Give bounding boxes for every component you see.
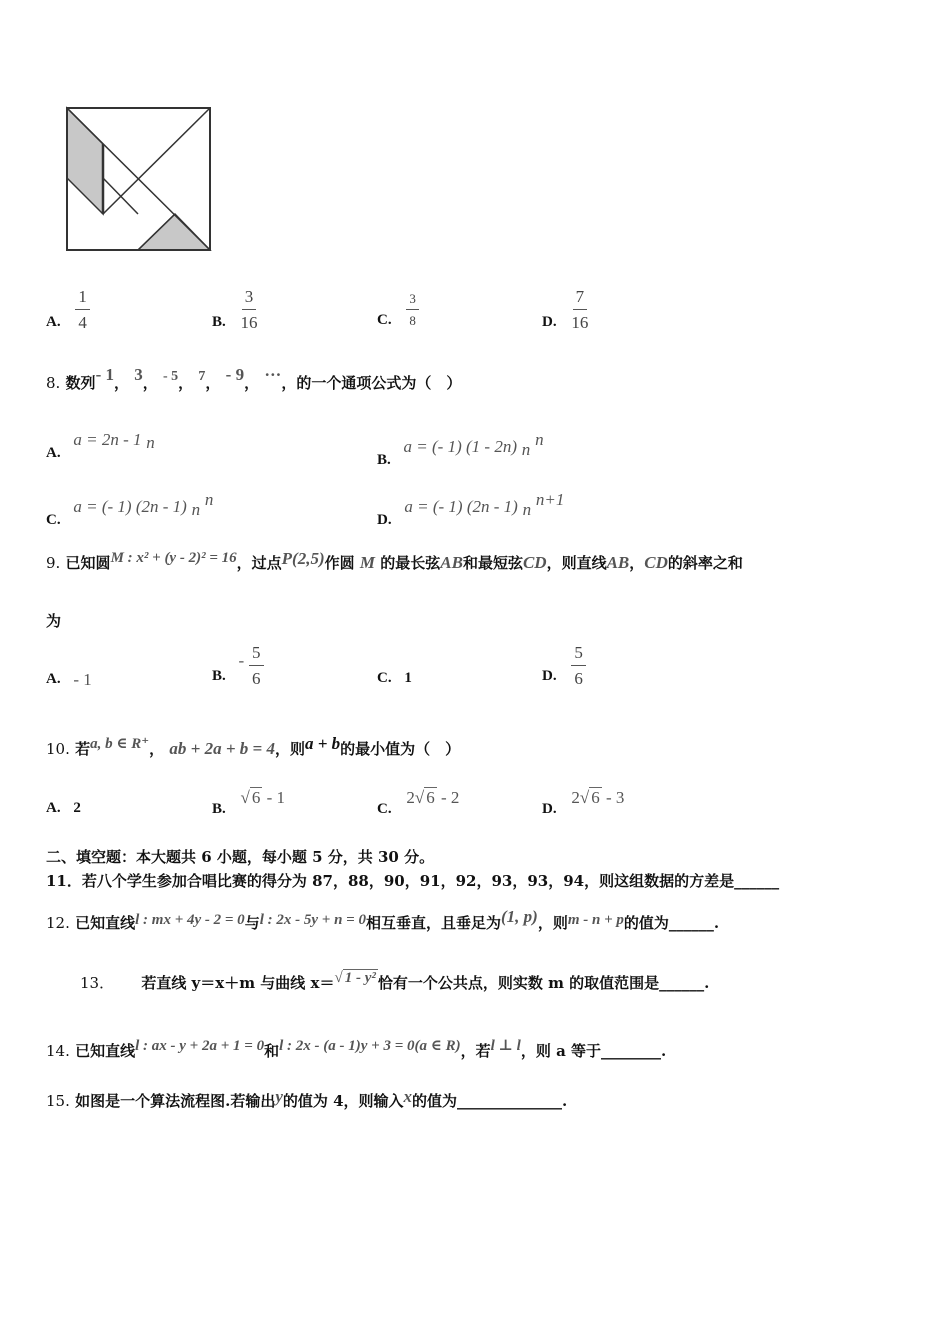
fraction: $\frac{7}{16}$ bbox=[571, 287, 589, 332]
question-8: 8. 数列- 1， 3， - 5， 7， - 9， ···，的一个通项公式为（ ） bbox=[46, 365, 462, 392]
term: 3 bbox=[134, 365, 143, 384]
q9-option-c[interactable]: C. 1 bbox=[377, 670, 412, 686]
shaded-triangle bbox=[138, 214, 210, 250]
q9-option-b[interactable]: B. - $\frac{5}{6}$ bbox=[212, 644, 264, 687]
shaded-parallelogram bbox=[67, 108, 103, 214]
radical-expr: 2√ 6 - 3 bbox=[571, 788, 625, 807]
q10-option-d[interactable]: D. 2√ 6 - 3 bbox=[542, 788, 625, 817]
q10-option-c[interactable]: C. 2√ 6 - 2 bbox=[377, 788, 460, 817]
q7-option-d[interactable]: D. $\frac{7}{16}$ bbox=[542, 287, 589, 332]
q8-option-c[interactable]: C. a = (- 1) (2n - 1) $_n$ $^n$ bbox=[46, 490, 214, 528]
q9-option-a[interactable]: A. - 1 bbox=[46, 670, 92, 689]
question-15: 15. 如图是一个算法流程图.若输出y的值为 4，则输入x的值为______________. bbox=[46, 1087, 568, 1110]
question-12: 12. 已知直线l : mx + 4y - 2 = 0与l : 2x - 5y + n = 0相互垂直，且垂足为(1, p)，则m - n + p的值为______. bbox=[46, 907, 720, 932]
term: ··· bbox=[264, 365, 282, 384]
radical-expr: √ 1 - y² bbox=[334, 970, 376, 986]
q8-option-d[interactable]: D. a = (- 1) (2n - 1) $_n$ $^{n+1}$ bbox=[377, 490, 565, 528]
q8-option-a[interactable]: A. a = 2n - 1 $_n$ bbox=[46, 430, 155, 461]
tangram-figure bbox=[60, 100, 220, 260]
fraction: $\frac{5}{6}$ bbox=[249, 644, 264, 687]
fraction: $\frac{1}{4}$ bbox=[75, 288, 90, 331]
question-13: 13． 若直线 y＝x＋m 与曲线 x＝√ 1 - y² 恰有一个公共点，则实数 m 的取值范围是______. bbox=[80, 970, 710, 992]
q10-option-a[interactable]: A. 2 bbox=[46, 800, 81, 816]
diagonal-b-partial bbox=[103, 108, 210, 214]
term: - 1 bbox=[95, 365, 114, 384]
fraction: $\frac{5}{6}$ bbox=[571, 644, 586, 687]
radical-expr: 2√ 6 - 2 bbox=[406, 788, 460, 807]
term: - 5 bbox=[162, 369, 179, 384]
fraction: $\frac{3}{16}$ bbox=[240, 287, 258, 332]
q8-option-b[interactable]: B. a = (- 1) (1 - 2n) $_n$ $^n$ bbox=[377, 430, 544, 468]
term: 7 bbox=[198, 369, 206, 384]
question-10: 10. 若a, b ∈ R⁺， ab + 2a + b = 4，则a + b的最小值为（ ） bbox=[46, 734, 461, 758]
q7-option-c[interactable]: C. $\frac{3}{8}$ bbox=[377, 292, 419, 327]
section-heading: 二、填空题：本大题共 6 小题，每小题 5 分，共 30 分。 bbox=[46, 848, 435, 866]
fraction: $\frac{3}{8}$ bbox=[406, 292, 419, 327]
q10-option-b[interactable]: B. √ 6 - 1 bbox=[212, 788, 286, 817]
question-14: 14. 已知直线l : ax - y + 2a + 1 = 0和l : 2x - (a - 1)y + 3 = 0(a ∈ R)，若l ⊥ l，则 a 等于________. bbox=[46, 1038, 667, 1060]
q7-option-b[interactable]: B. $\frac{3}{16}$ bbox=[212, 287, 258, 332]
radical-expr: √ 6 - 1 bbox=[240, 788, 286, 807]
question-9: 9. 已知圆M : x² + (y - 2)² = 16，过点P(2,5)作圆 M 的最长弦AB和最短弦CD，则直线AB，CD的斜率之和 bbox=[46, 549, 743, 572]
question-9-line2: 为 bbox=[46, 612, 62, 630]
q9-option-d[interactable]: D. $\frac{5}{6}$ bbox=[542, 644, 586, 687]
term: - 9 bbox=[225, 365, 245, 384]
question-11: 11．若八个学生参加合唱比赛的得分为 87，88，90，91，92，93，93，94，则这组数据的方差是______ bbox=[46, 872, 780, 890]
q7-option-a[interactable]: A. $\frac{1}{4}$ bbox=[46, 288, 90, 331]
